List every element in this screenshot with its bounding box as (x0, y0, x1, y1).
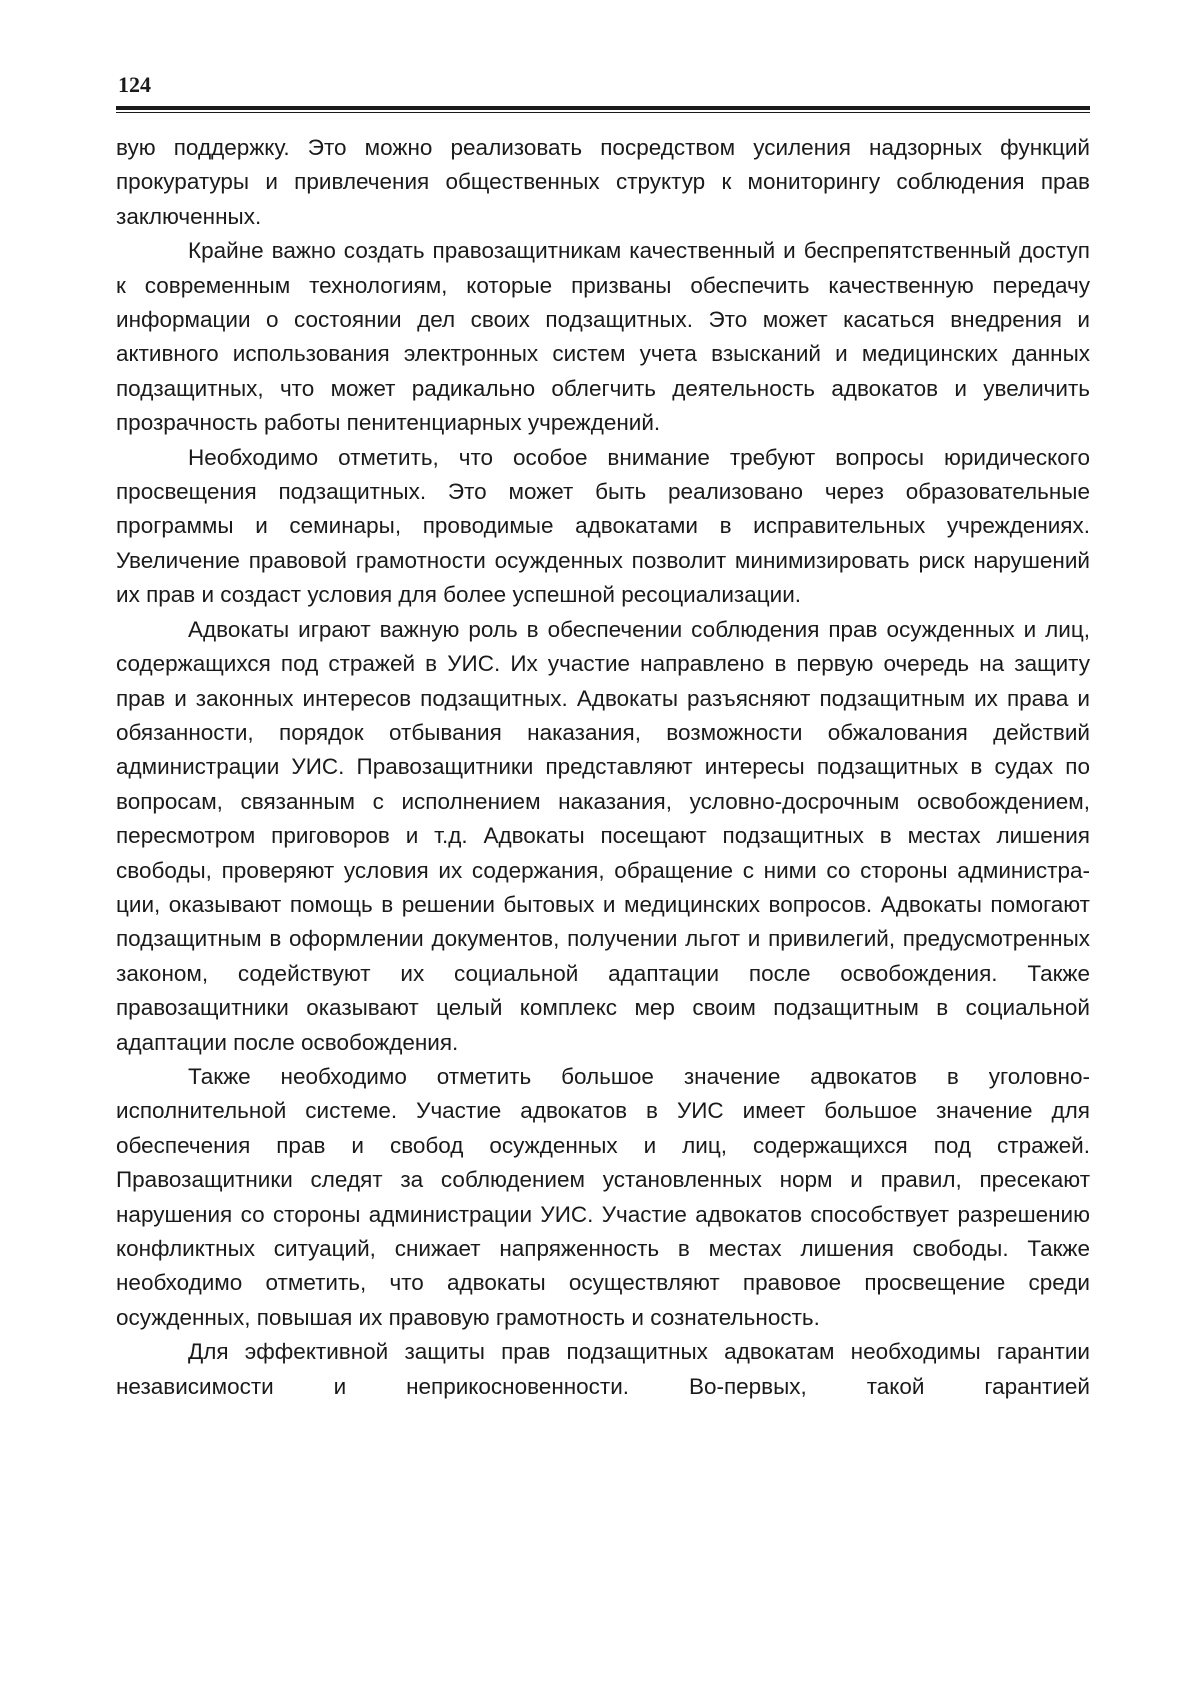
paragraph-5: Также необходимо отметить большое значение адвокатов в уголовно-исполнительной системе. Участие адвокатов в УИС имеет большое значение для обеспечения прав и свобод осужденных и лиц, содержащихся под стражей. Правозащитники следят за соблюдением установленных норм и правил, пресекают нарушения со стороны администрации УИС. Участие адвокатов способствует разрешению конфликтных ситуаций, снижает напряженность в местах лишения свободы. Также необходимо отметить, что адвокаты осуществляют правовое просвещение среди осужденных, повышая их правовую грамотность и сознательность. (116, 1063, 1090, 1330)
body-text (116, 131, 1090, 1404)
document-page (116, 72, 1090, 1652)
paragraph-3: Необходимо отметить, что особое внимание требуют вопросы юридического просвещения подзащитных. Это может быть реализовано через образовательные программы и семинары, проводимые адвокатами в исправительных учреждениях. Увеличение правовой грамотности осужденных позволит минимизировать риск нарушений их прав и создаст условия для более успешной ресоциализации. (116, 444, 1090, 608)
paragraph-2: Крайне важно создать правозащитникам качественный и беспрепятственный доступ к современным технологиям, которые призваны обеспечить качественную передачу информации о состоянии дел своих подзащитных. Это может касаться внедрения и активного использования электронных систем учета взысканий и медицинских данных подзащитных, что может радикально облегчить деятельность адвокатов и увеличить прозрачность работы пенитенциарных учреждений. (116, 238, 1090, 436)
paragraph-1: вую поддержку. Это можно реализовать посредством усиления надзорных функций прокуратуры и привлечения общественных структур к мониторингу соблюдения прав заключенных. (116, 135, 1090, 229)
paragraph-4: Адвокаты играют важную роль в обеспечении соблюдения прав осужденных и лиц, содержащихся под стражей в УИС. Их участие направлено в первую очередь на защиту прав и законных интересов подзащитных. Адвокаты разъясняют подзащитным их права и обязанности, порядок отбывания наказания, возможности обжалования действий администрации УИС. Правозащитники представляют интересы подзащитных в судах по вопросам, связанным с исполнением наказания, условно-досрочным освобождением, пересмотром приговоров и т.д. Адвокаты посещают подзащитных в местах лишения свободы, проверяют условия их содержания, обращение с ними со стороны администрации, оказывают помощь в решении бытовых и медицинских вопросов. Адвокаты помогают подзащитным в оформлении документов, получении льгот и привилегий, предусмотренных законом, содействуют их социальной адаптации после освобождения. Также правозащитники оказывают целый комплекс мер своим подзащитным в социальной адаптации после освобождения. (116, 616, 1090, 1055)
paragraph-6: Для эффективной защиты прав подзащитных адвокатам необходимы гарантии независимости и неприкосновенности. Во-первых, такой гарантией (116, 1339, 1090, 1399)
header-rule-thick (116, 106, 1090, 110)
page-number: 124 (118, 72, 151, 97)
header-rule-thin (116, 112, 1090, 113)
